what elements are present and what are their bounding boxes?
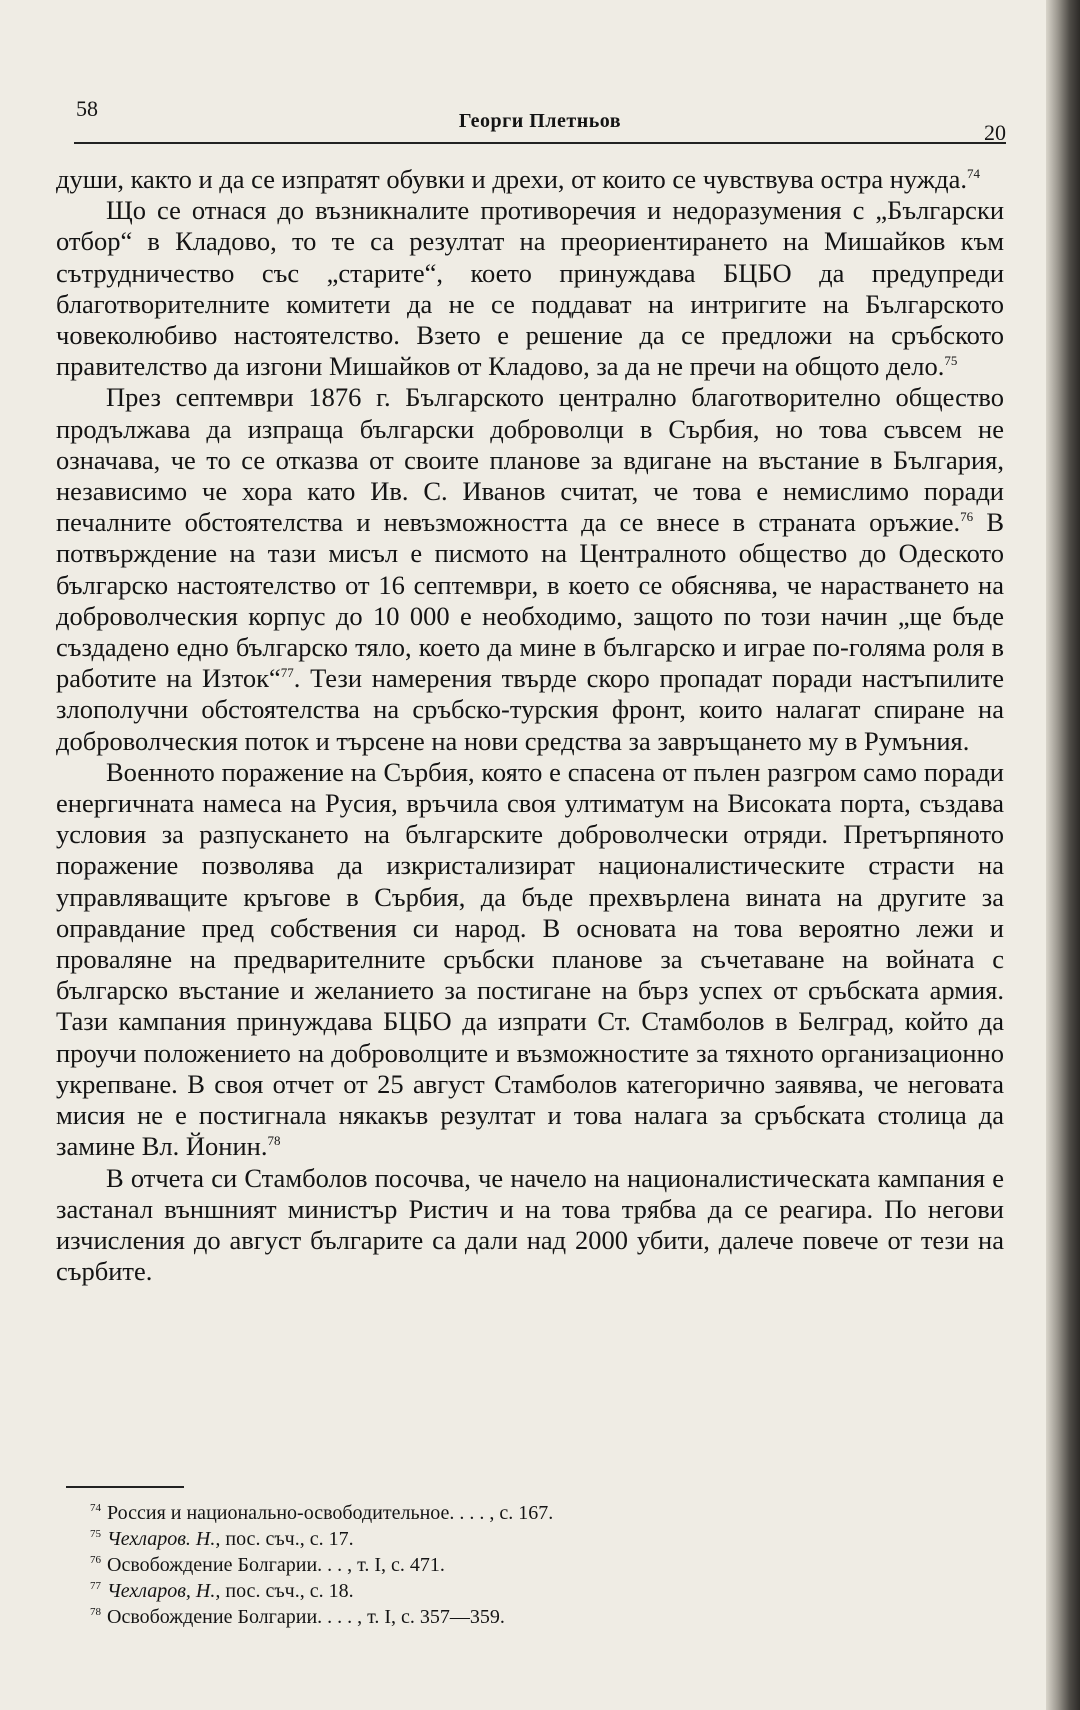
footnote [90,1526,790,1552]
footnote-author: Чехларов, Н., [107,1580,221,1602]
footnote-ref[interactable]: 77 [280,665,294,681]
paragraph-text: В отчета си Стамболов посочва, че начело на националистическата кампания е застанал външният министър Ристич и на това трябва да се реагира. По негови изчисления до август българите са дали над 2000 убити, далече повече от тези на сърбите. [56,1162,1004,1287]
binding-shadow [1046,0,1080,1710]
footnote-number: 77 [90,1580,101,1592]
footnote-text: Освобождение Болгарии. . . . , т. I, с. 357—359. [107,1606,505,1628]
header-rule [74,142,1006,144]
footnote-ref[interactable]: 74 [966,166,980,181]
footnote-text: пос. съч., с. 17. [220,1528,354,1550]
footnote-number: 78 [90,1606,101,1618]
paragraph [56,1163,1004,1288]
paragraph-text: В потвърждение на тази мисъл е писмото на Централното общество до Одеското българско настоятелство от 16 септември, в което се обяснява, че нарастването на доброволческия корпус до 10 000 е необходимо, защото по този начин „ще бъде създадено едно българско тяло, което да мине в българско и играе по-голяма роля в работите на Изток“ [56,507,1004,694]
footnote-number: 74 [90,1502,101,1514]
footnote-separator [66,1486,184,1488]
paragraph [56,382,1004,756]
footnote-text: пос. съч., с. 18. [220,1580,354,1602]
paragraph-text: Военното поражение на Сърбия, която е спасена от пълен разгром само поради енергичната намеса на Русия, връчила своя ултиматум на Високата порта, създава условия за разпускането на българските доброволчески отряди. Претърпяното поражение позволява да изкристализират националистическите страсти на управляващите кръгове в Сърбия, да бъде прехвърлена вината на другите за оправдание пред собствения си народ. В основата на това вероятно лежи и проваляне на предварителните сръбски планове за съчетаване на войната с българско въстание и желанието за постигане на бърз успех от сръбската армия. Тази кампания принуждава БЦБО да изпрати Ст. Стамболов в Белград, който да проучи положението на доброволците и възможностите за тяхното организационно укрепване. В своя отчет от 25 август Стамболов категорично заявява, че неговата мисия не е постигнала някакъв резултат и това налага за сръбската столица да замине Вл. Йонин. [56,756,1004,1162]
running-head: Георги Плетньов [458,110,622,132]
footnote-number: 75 [90,1528,101,1540]
footnote [90,1500,790,1526]
paragraph-text: Що се отнася до възникналите противоречия и недоразумения с „Български отбор“ в Кладово, то те са резултат на преориентирането на Мишайков към сътрудничество със „старите“, което принуждава БЦБО да предупреди благотворителните комитети да не се поддават на интригите на Българското човеколюбиво настоятелство. Взето е решение да се предложи на сръбското правителство да изгони Мишайков от Кладово, за да не пречи на общото дело. [56,195,1004,382]
paragraph-text: . Тези намерения твърде скоро пропадат поради настъпилите злополучни обстоятелства на сръбско-турския фронт, които налагат спиране на доброволческия поток и търсене на нови средства за завръщането му в Румъния. [56,663,1005,756]
footnote-ref[interactable]: 76 [960,509,974,525]
footnote-ref[interactable]: 75 [944,353,958,369]
paragraph-text: души, както и да се изпратят обувки и дрехи, от които се чувствува остра нужда. [56,164,967,194]
footnote [90,1578,790,1604]
paragraph [56,164,1004,195]
sheet-number: 20 [984,120,1006,145]
footnote-text: Россия и национально-освободительное. . . . , с. 167. [107,1502,554,1524]
footnote [90,1552,790,1578]
footnote-number: 76 [90,1554,101,1566]
paragraph [56,757,1004,1163]
page-number: 58 [76,96,98,121]
footnote [90,1604,790,1630]
body-text [56,164,1004,1287]
footnote-text: Освобождение Болгарии. . . , т. I, с. 471. [107,1554,445,1576]
paragraph [56,195,1004,382]
footnote-ref[interactable]: 78 [267,1133,281,1149]
page-header [74,92,1006,152]
footnotes [90,1500,790,1630]
footnote-author: Чехларов. Н., [107,1528,221,1550]
paragraph-text: През септември 1876 г. Българското централно благотворително общество продължава да изпраща български доброволци в Сърбия, но това съвсем не означава, че то се отказва от своите планове за вдигане на въстание в България, независимо че хора като Ив. С. Иванов считат, че това е немислимо поради печалните обстоятелства и невъзможността да се внесе в страната оръжие. [56,382,1004,538]
